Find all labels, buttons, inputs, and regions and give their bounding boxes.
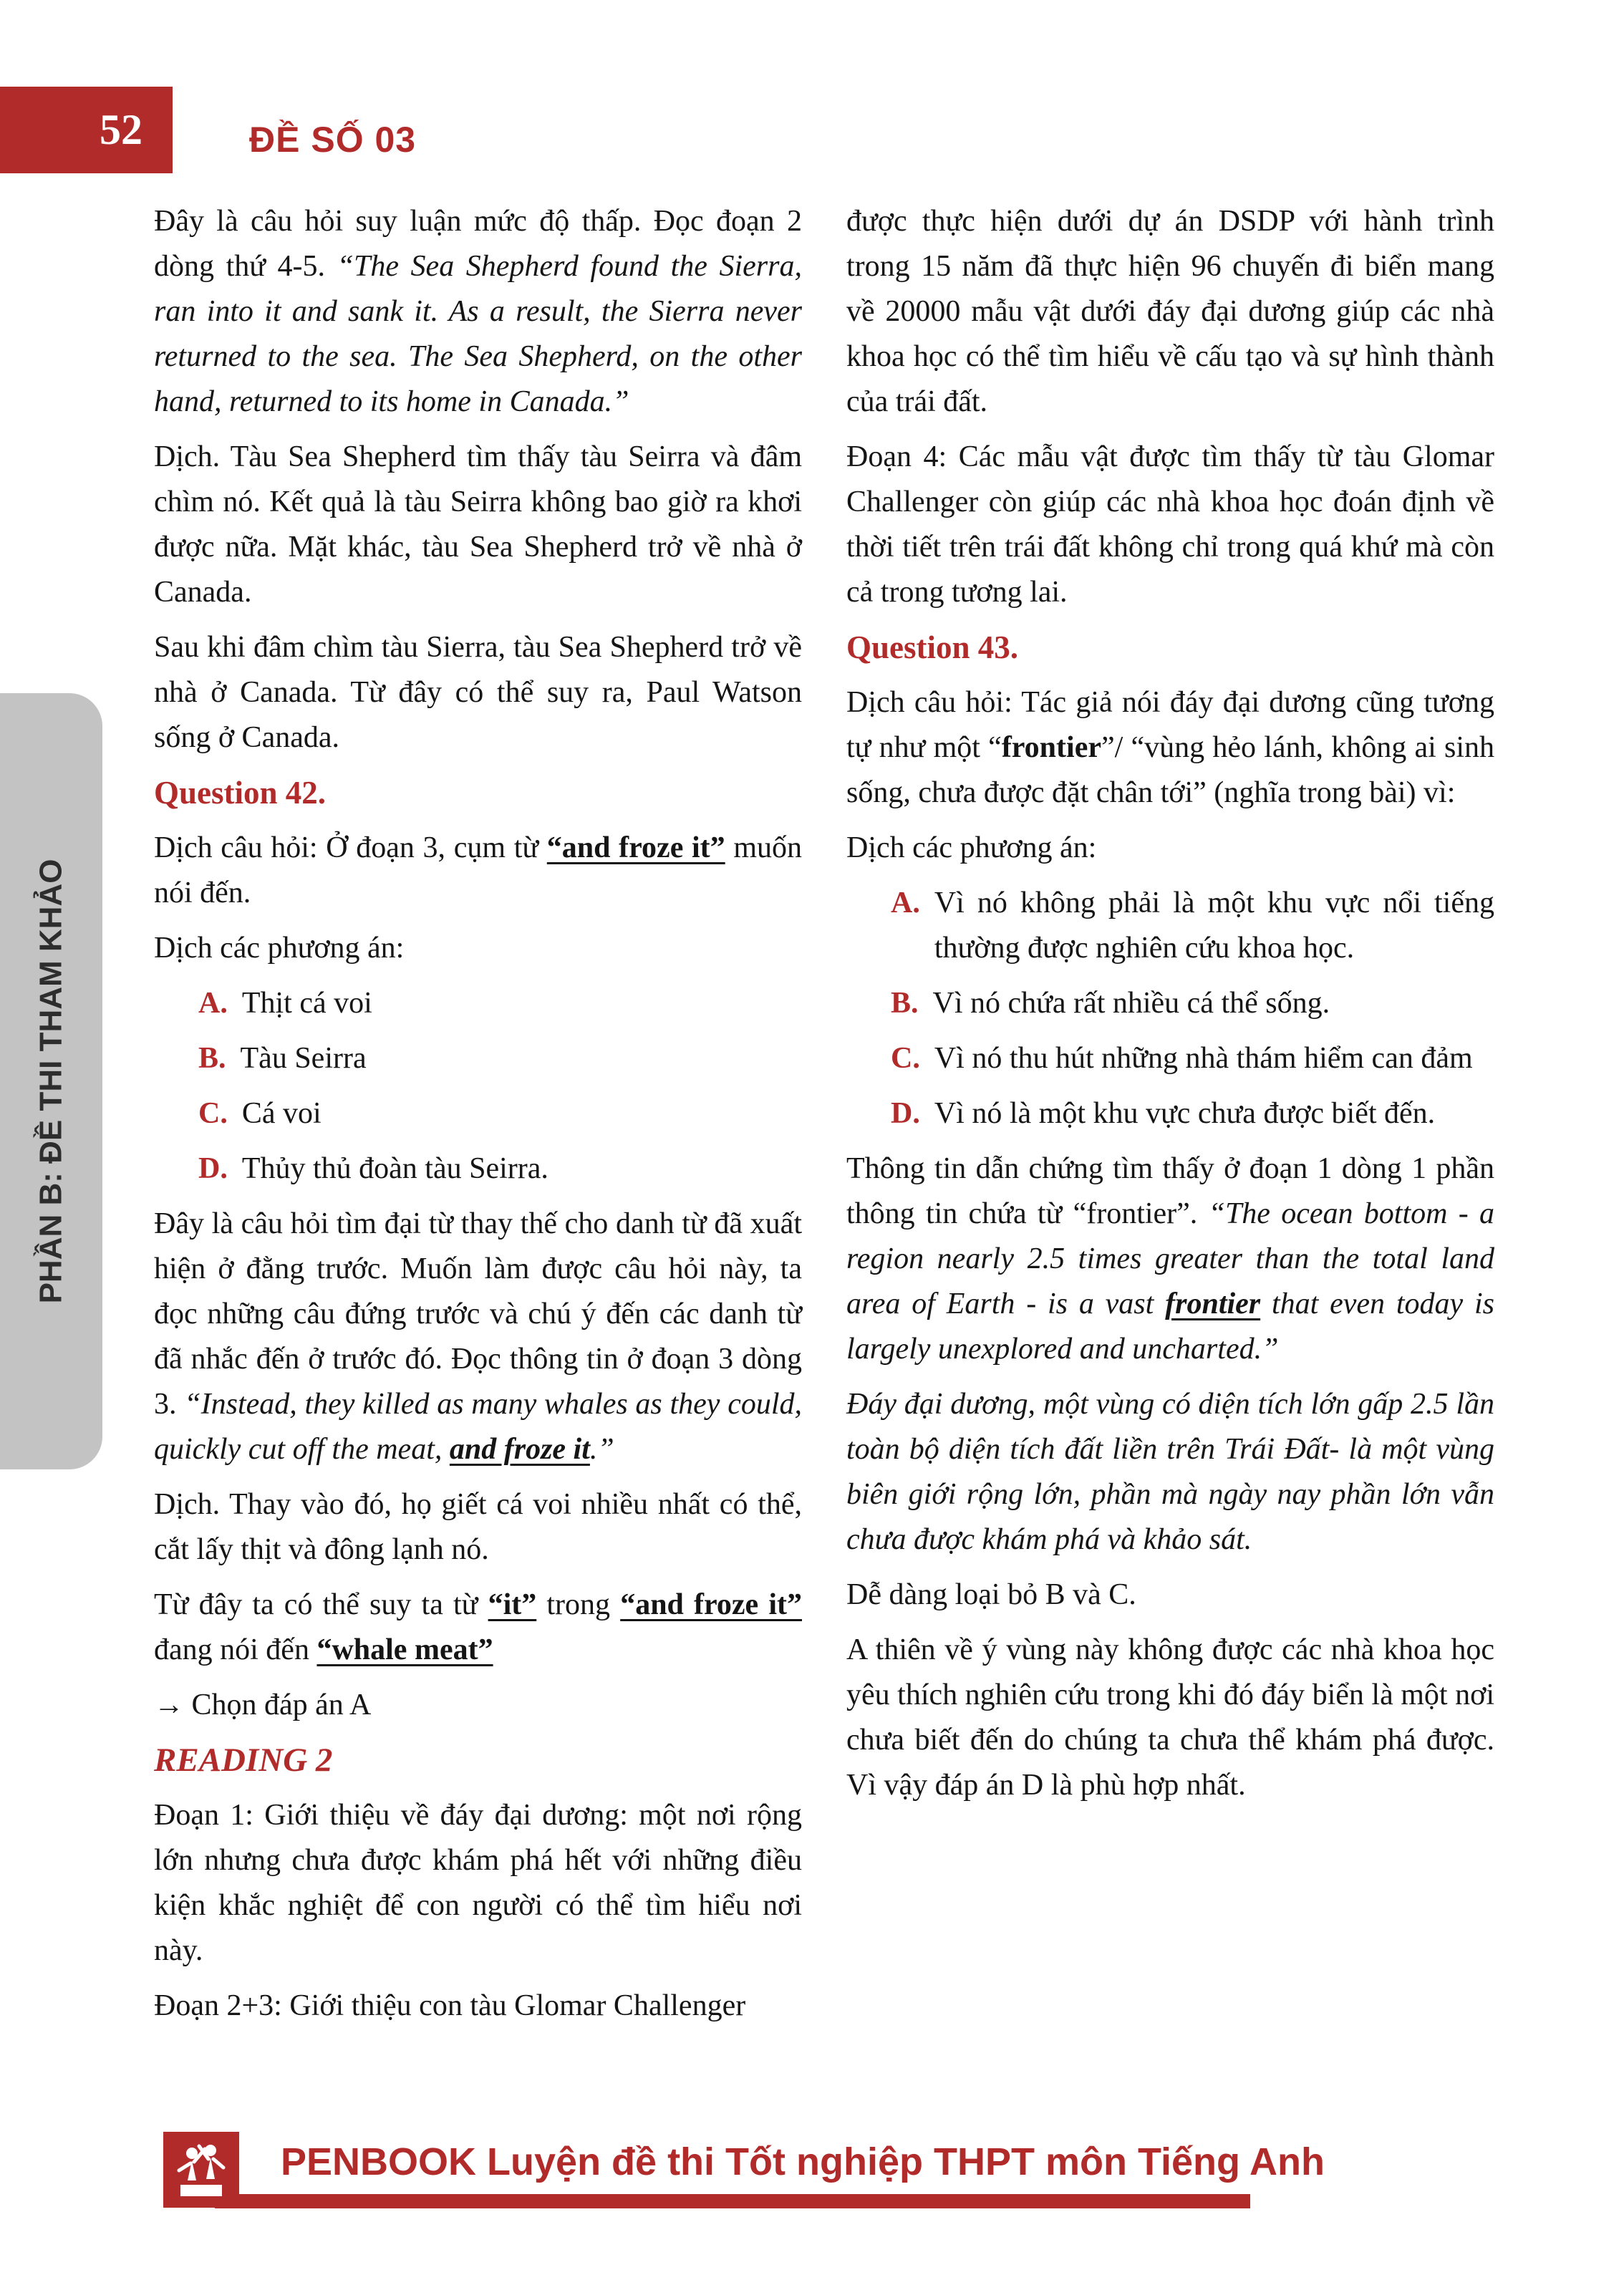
footer-brand-text: PENBOOK Luyện đề thi Tốt nghiệp THPT môn Tiếng Anh [281,2140,1325,2183]
answer-option [154,1146,802,1192]
text-run: that even today is largely unexplored and uncharted.” [846,1288,1495,1366]
answer-option [846,1091,1494,1136]
section-heading: READING 2 [154,1742,333,1779]
option-letter: A. [198,987,228,1020]
section-heading: Question 43. [846,629,1019,665]
side-tab [0,693,102,1469]
option-letter: C. [891,1042,920,1075]
text-run: Thông tin dẫn chứng tìm thấy ở đoạn 1 dòng 1 phần thông tin chứa từ “frontier”. [846,1152,1494,1230]
text-run: Đoạn 4: Các mẫu vật được tìm thấy từ tàu Glomar Challenger còn giúp các nhà khoa học đoán định về thời tiết trên trái đất không chỉ trong quá khứ mà còn cả trong tương lai. [846,440,1494,609]
section-heading: Question 42. [154,775,327,811]
paragraph [846,1146,1494,1372]
answer-option [846,881,1494,971]
text-run: Đoạn 1: Giới thiệu về đáy đại dương: một nơi rộng lớn nhưng chưa được khám phá hết với những điều kiện khắc nghiệt để con người có thể tìm hiểu nơi này. [154,1799,802,1967]
text-run: Dịch. Tàu Sea Shepherd tìm thấy tàu Seirra và đâm chìm nó. Kết quả là tàu Seirra không bao giờ ra khơi được nữa. Mặt khác, tàu Sea Shepherd trở về nhà ở Canada. [154,440,802,609]
page-title: ĐỀ SỐ 03 [249,120,417,160]
text-run: trong [536,1588,621,1621]
left-column [154,199,802,2039]
option-text [933,981,1494,1026]
text-run: Vì nó thu hút những nhà thám hiểm can đảm [934,1042,1473,1075]
text-run: Tàu Seirra [240,1042,367,1075]
option-text [934,1091,1494,1136]
answer-option [846,1036,1494,1081]
paragraph [154,625,802,760]
option-letter: A. [891,887,920,919]
text-run: “it” [488,1588,537,1621]
text-run: “Instead, they killed as many whales as they could, quickly cut off the meat, [154,1388,803,1466]
paragraph [154,1984,802,2029]
text-columns [154,199,1494,2039]
paragraph [846,680,1494,816]
text-run: Sau khi đâm chìm tàu Sierra, tàu Sea Shepherd trở về nhà ở Canada. Từ đây có thể suy ra, Paul Watson sống ở Canada. [154,631,802,754]
text-run: “The Sea Shepherd found the Sierra, ran into it and sank it. As a result, the Sierra never returned to the sea. The Sea Shepherd, on the other hand, returned to its home in Canada.” [154,250,802,418]
paragraph [154,1583,802,1673]
paragraph [154,1482,802,1573]
option-text [242,1091,802,1136]
text-run: Vì nó chứa rất nhiều cá thể sống. [932,987,1330,1020]
text-run: A thiên về ý vùng này không được các nhà khoa học yêu thích nghiên cứu trong khi đó đáy biển là một nơi chưa biết đến do chúng ta chưa thể khám phá được. Vì vậy đáp án D là phù hợp nhất. [846,1633,1494,1802]
footer-rule [215,2194,1250,2208]
paragraph [154,1202,802,1472]
paragraph [154,1683,802,1728]
text-run: Dễ dàng loại bỏ B và C. [846,1578,1136,1611]
text-run: được thực hiện dưới dự án DSDP với hành trình trong 15 năm đã thực hiện 96 chuyến đi biển mang về 20000 mẫu vật dưới đáy đại dương giúp các nhà khoa học có thể tìm hiểu về cấu tạo và sự hình thành của trái đất. [846,205,1494,418]
paragraph [154,1793,802,1974]
option-text [242,981,802,1026]
text-run: Cá voi [241,1097,322,1130]
page-number-box [0,87,173,173]
text-run: muốn nói đến. [154,831,802,909]
option-text [241,1036,802,1081]
option-letter: D. [891,1097,920,1130]
page-number: 52 [100,106,142,153]
text-run: ”/ “vùng hẻo lánh, không ai sinh sống, chưa được đặt chân tới” (nghĩa trong bài) vì: [846,731,1494,809]
text-run: frontier [1001,731,1101,764]
paragraph [846,1628,1494,1808]
paragraph [846,199,1494,425]
text-run: Đáy đại dương, một vùng có diện tích lớn gấp 2.5 lần toàn bộ diện tích đất liền trên Trái Đất- là một vùng biên giới rộng lớn, phần mà ngày nay phần lớn vẫn chưa được khám phá và khảo sát. [846,1388,1494,1556]
text-run: “and froze it” [620,1588,803,1621]
paragraph [846,1382,1494,1562]
text-run: “and froze it” [546,831,725,864]
paragraph [154,199,802,425]
answer-option [154,1036,802,1081]
option-text [934,881,1494,971]
option-text [242,1146,802,1192]
text-run: Từ đây ta có thể suy ta từ [154,1588,488,1621]
penbook-people-icon [163,2132,239,2208]
text-run: Dịch câu hỏi: Ở đoạn 3, cụm từ [154,831,547,864]
option-letter: D. [198,1152,228,1185]
text-run: Dịch các phương án: [154,932,405,965]
right-column [846,199,1494,2039]
text-run: “whale meat” [316,1633,493,1666]
paragraph [154,826,802,916]
text-run: and froze it [449,1433,590,1466]
option-letter: B. [891,987,919,1020]
text-run: đang nói đến [154,1633,317,1666]
option-letter: B. [198,1042,226,1075]
paragraph [846,435,1494,615]
paragraph [846,1573,1494,1618]
text-run: .” [589,1433,614,1466]
answer-option [846,981,1494,1026]
penbook-logo [163,2132,239,2208]
answer-option [154,981,802,1026]
text-run: Vì nó là một khu vực chưa được biết đến. [934,1097,1436,1130]
text-run: Đây là câu hỏi suy luận mức độ thấp. Đọc đoạn 2 dòng thứ 4-5. [154,205,802,283]
option-letter: C. [198,1097,228,1130]
text-run: Dịch. Thay vào đó, họ giết cá voi nhiều nhất có thể, cắt lấy thịt và đông lạnh nó. [154,1488,802,1566]
text-run: Thủy thủ đoàn tàu Seirra. [241,1152,548,1185]
text-run: Vì nó không phải là một khu vực nổi tiếng thường được nghiên cứu khoa học. [934,887,1494,965]
text-run: Đoạn 2+3: Giới thiệu con tàu Glomar Challenger [154,1989,746,2022]
text-run: Dịch câu hỏi: Tác giả nói đáy đại dương cũng tương tự như một “ [846,686,1494,764]
answer-option [154,1091,802,1136]
text-run: Đây là câu hỏi tìm đại từ thay thế cho danh từ đã xuất hiện ở đằng trước. Muốn làm được câu hỏi này, ta đọc những câu đứng trước và chú ý đến các danh từ đã nhắc đến ở trước đó. Đọc thông tin ở đoạn 3 dòng 3. [154,1207,802,1421]
paragraph [154,926,802,971]
option-text [934,1036,1494,1081]
text-run: frontier [1165,1288,1261,1320]
text-run: “The ocean bottom - a region nearly 2.5 times greater than the total land area of Earth - is a vast [846,1197,1494,1320]
text-run: → Chọn đáp án A [154,1689,372,1721]
paragraph [154,435,802,615]
text-run: Thịt cá voi [241,987,372,1020]
side-tab-label: PHẦN B: ĐỀ THI THAM KHẢO [33,859,69,1304]
text-run: Dịch các phương án: [846,831,1097,864]
paragraph [846,826,1494,871]
